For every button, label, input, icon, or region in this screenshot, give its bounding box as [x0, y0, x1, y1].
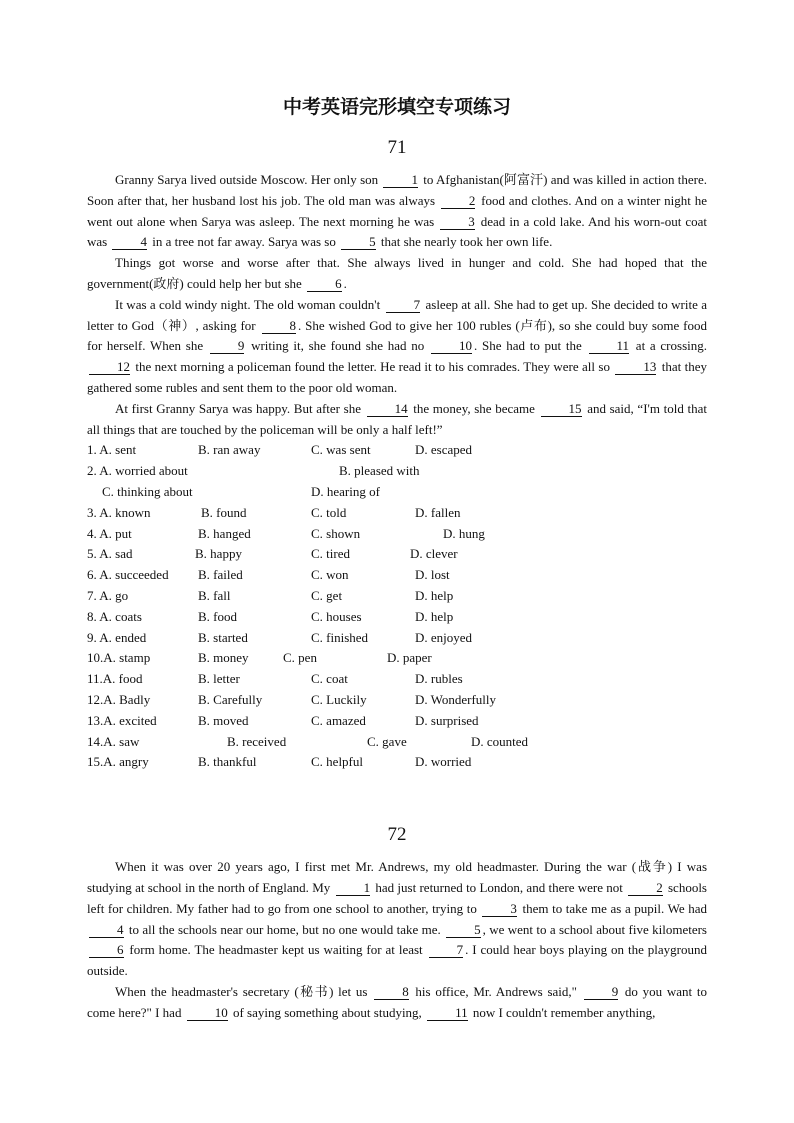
paragraph-text: . She wished God to give her 100 rubles (卢布), so she could buy some food for herself. When she — [87, 317, 707, 354]
option-item: B. failed — [198, 567, 243, 583]
paragraph-text: that they gathered some rubles and sent them to the poor old woman. — [87, 359, 707, 395]
paragraph-text: . She had to put the — [474, 338, 587, 354]
blank-10: 10 — [187, 1005, 228, 1021]
paragraph-text: writing it, she found she had no — [246, 338, 429, 354]
passage — [87, 170, 707, 440]
option-item: C. get — [311, 587, 343, 603]
document-page — [87, 92, 707, 1023]
paragraph-text: at a crossing. — [631, 338, 707, 354]
option-item: B. fall — [198, 587, 231, 603]
option-item: C. was sent — [311, 442, 371, 458]
option-item: C. shown — [311, 525, 361, 541]
paragraph-text: them to take me as a pupil. We had — [518, 900, 707, 916]
page-title: 中考英语完形填空专项练习 — [282, 96, 511, 118]
paragraph — [87, 170, 707, 253]
paragraph-text: of saying something about studying, — [229, 1004, 426, 1020]
option-item: D. Wonderfully — [415, 691, 497, 707]
section-number: 71 — [387, 137, 407, 158]
option-item: 5. A. sad — [87, 546, 133, 562]
option-item: 2. A. worried about — [87, 463, 188, 479]
option-item: 12.A. Badly — [87, 691, 151, 707]
blank-14: 14 — [367, 401, 408, 417]
blank-9: 9 — [210, 338, 245, 354]
option-row — [87, 544, 707, 565]
option-item: B. happy — [195, 546, 242, 562]
option-row — [87, 461, 707, 482]
option-item: C. pen — [283, 650, 317, 666]
options-list — [87, 440, 707, 773]
option-row — [87, 482, 707, 503]
option-item: 10.A. stamp — [87, 650, 151, 666]
option-item: 9. A. ended — [87, 629, 147, 645]
blank-7: 7 — [429, 942, 464, 958]
paragraph-text: that she nearly took her own life. — [377, 234, 553, 250]
blank-6: 6 — [307, 276, 342, 292]
option-item: 4. A. put — [87, 525, 132, 541]
option-row — [87, 607, 707, 628]
option-row — [87, 503, 707, 524]
option-item: D. lost — [415, 567, 450, 583]
paragraph-text: At first Granny Sarya was happy. But after she — [115, 400, 365, 416]
blank-5: 5 — [341, 234, 376, 250]
paragraph-text: dead in a cold lake. And his worn-out coat was — [87, 213, 708, 250]
option-item: B. thankful — [198, 754, 257, 770]
option-item: C. coat — [311, 671, 348, 687]
option-row — [87, 524, 707, 545]
paragraph — [87, 253, 707, 295]
option-item: B. money — [198, 650, 249, 666]
blank-13: 13 — [615, 359, 656, 375]
blank-11: 11 — [427, 1005, 468, 1021]
option-item: D. rubles — [415, 671, 463, 687]
paragraph-text: form home. The headmaster kept us waiting for at least — [125, 942, 427, 958]
paragraph-text: in a tree not far away. Sarya was so — [148, 234, 340, 250]
option-row — [87, 690, 707, 711]
option-item: 13.A. excited — [87, 712, 157, 728]
option-item: B. received — [227, 733, 287, 749]
option-row — [87, 711, 707, 732]
option-item: C. thinking about — [102, 483, 193, 499]
option-item: C. told — [311, 504, 347, 520]
section-72 — [87, 823, 707, 1023]
option-row — [87, 440, 707, 461]
paragraph-text: When it was over 20 years ago, I first met Mr. Andrews, my old headmaster. During the war (战争) I was studying at school in the north of England. My — [87, 859, 708, 895]
option-row — [87, 586, 707, 607]
blank-7: 7 — [386, 297, 421, 313]
paragraph-text: the money, she became — [409, 400, 539, 416]
paragraph-text: and said, “I'm told that all things that are touched by the policeman will be only a half left!” — [87, 400, 707, 437]
blank-3: 3 — [482, 901, 517, 917]
blank-2: 2 — [628, 880, 663, 896]
option-row — [87, 732, 707, 753]
option-item: C. gave — [367, 733, 407, 749]
paragraph-text: to Afghanistan(阿富汗) and was killed in action there. Soon after that, her husband lost his job. The old man was always — [87, 172, 707, 208]
option-row — [87, 565, 707, 586]
option-item: B. ran away — [198, 442, 261, 458]
paragraph-text: do you want to come here?" I had — [87, 983, 708, 1020]
blank-6: 6 — [89, 942, 124, 958]
blank-12: 12 — [89, 359, 130, 375]
blank-1: 1 — [383, 172, 418, 188]
blank-2: 2 — [441, 193, 476, 209]
option-item: D. counted — [471, 733, 529, 749]
paragraph-text: . — [343, 275, 347, 291]
option-item: D. worried — [415, 754, 472, 770]
blank-10: 10 — [431, 338, 472, 354]
blank-4: 4 — [112, 234, 147, 250]
option-item: 1. A. sent — [87, 442, 137, 458]
option-item: C. Luckily — [311, 691, 367, 707]
option-item: D. paper — [387, 650, 432, 666]
paragraph — [87, 295, 707, 399]
paragraph-text: Things got worse and worse after that. She always lived in hunger and cold. She had hoped that the government(政府) could help her but she — [87, 255, 707, 291]
option-item: C. houses — [311, 608, 362, 624]
blank-8: 8 — [262, 318, 297, 334]
blank-11: 11 — [589, 338, 630, 354]
option-row — [87, 628, 707, 649]
option-item: B. food — [198, 608, 237, 624]
option-item: 6. A. succeeded — [87, 567, 169, 583]
option-row — [87, 669, 707, 690]
paragraph-text: It was a cold windy night. The old woman couldn't — [115, 296, 384, 312]
blank-1: 1 — [336, 880, 371, 896]
option-item: C. helpful — [311, 754, 363, 770]
paragraph-text: , we went to a school about five kilometers — [482, 921, 707, 937]
option-item: C. tired — [311, 546, 350, 562]
option-item: D. clever — [410, 546, 458, 562]
option-item: B. found — [201, 504, 247, 520]
paragraph-text: the next morning a policeman found the letter. He read it to his comrades. They were all so — [132, 359, 614, 375]
option-item: B. moved — [198, 712, 249, 728]
option-item: B. hanged — [198, 525, 251, 541]
blank-8: 8 — [374, 984, 409, 1000]
option-item: 7. A. go — [87, 587, 129, 603]
paragraph — [87, 982, 707, 1024]
section-number: 72 — [387, 824, 407, 846]
option-item: D. hearing of — [311, 483, 380, 499]
paragraph-text: . I could hear boys playing on the playground outside. — [87, 942, 707, 979]
option-item: 14.A. saw — [87, 733, 140, 749]
option-item: 11.A. food — [87, 671, 143, 687]
option-item: 15.A. angry — [87, 754, 149, 770]
option-item: D. help — [415, 608, 454, 624]
paragraph — [87, 857, 707, 982]
paragraph-text: Granny Sarya lived outside Moscow. Her only son — [115, 172, 382, 187]
option-item: C. won — [311, 567, 349, 583]
option-item: D. help — [415, 587, 454, 603]
option-item: C. finished — [311, 629, 369, 645]
passage — [87, 857, 707, 1023]
option-row — [87, 752, 707, 773]
option-item: B. Carefully — [198, 691, 263, 707]
option-item: D. escaped — [415, 442, 473, 458]
blank-9: 9 — [584, 984, 619, 1000]
paragraph-text: When the headmaster's secretary (秘书) let us — [115, 983, 373, 999]
option-item: B. letter — [198, 671, 240, 687]
blank-15: 15 — [541, 401, 582, 417]
option-item: D. hung — [443, 525, 485, 541]
option-item: 8. A. coats — [87, 608, 142, 624]
paragraph-text: schools left for children. My father had to go from one school to another, trying to — [87, 879, 707, 916]
paragraph-text: food and clothes. And on a winter night he went out alone when Sarya was asleep. The next morning he was — [87, 192, 707, 229]
paragraph-text: to all the schools near our home, but no one would take me. — [125, 921, 445, 937]
paragraph-text: had just returned to London, and there were not — [372, 879, 627, 895]
blank-3: 3 — [440, 214, 475, 230]
option-item: D. enjoyed — [415, 629, 473, 645]
option-item: B. pleased with — [339, 463, 420, 479]
paragraph-text: asleep at all. She had to get up. She decided to write a letter to God（神）, asking for — [87, 296, 707, 333]
paragraph — [87, 399, 707, 441]
section-71 — [87, 136, 707, 773]
option-item: D. surprised — [415, 712, 479, 728]
option-item: C. amazed — [311, 712, 366, 728]
option-item: B. started — [198, 629, 248, 645]
paragraph-text: now I couldn't remember anything, — [469, 1004, 656, 1020]
paragraph-text: his office, Mr. Andrews said," — [410, 983, 582, 999]
option-row — [87, 648, 707, 669]
blank-5: 5 — [446, 922, 481, 938]
option-item: D. fallen — [415, 504, 461, 520]
blank-4: 4 — [89, 922, 124, 938]
option-item: 3. A. known — [87, 504, 151, 520]
